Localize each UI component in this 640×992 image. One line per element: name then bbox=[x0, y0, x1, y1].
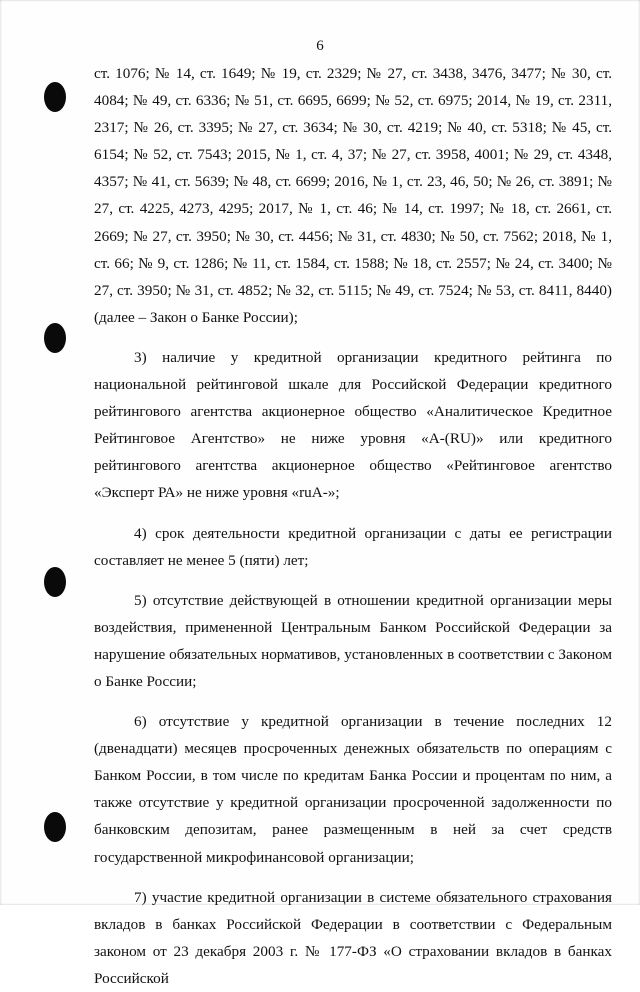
paragraph-item-5: 5) отсутствие действующей в отношении кредитной организации меры воздействия, примененной Центральным Банком Российской Федерации за нарушение обязательных нормативов, установленных в соответствии с Законом о Банке России; bbox=[94, 591, 612, 690]
paragraph-law-citations: ст. 1076; № 14, ст. 1649; № 19, ст. 2329; № 27, ст. 3438, 3476, 3477; № 30, ст. 4084; № 49, ст. 6336; № 51, ст. 6695, 6699; № 52, ст. 6975; 2014, № 19, ст. 2311, 2317; № 26, ст. 3395; № 27, ст. 3634; № 30, ст. 4219; № 40, ст. 5318; № 45, ст. 6154; № 52, ст. 7543; 2015, № 1, ст. 4, 37; № 27, ст. 3958, 4001; № 29, ст. 4348, 4357; № 41, ст. 5639; № 48, ст. 6699; 2016, № 1, ст. 23, 46, 50; № 26, ст. 3891; № 27, ст. 4225, 4273, 4295; 2017, № 1, ст. 46; № 14, ст. 1997; № 18, ст. 2661, ст. 2669; № 27, ст. 3950; № 30, ст. 4456; № 31, ст. 4830; № 50, ст. 7562; 2018, № 1, ст. 66; № 9, ст. 1286; № 11, ст. 1584, ст. 1588; № 18, ст. 2557; № 24, ст. 3400; № 27, ст. 3950; № 31, ст. 4852; № 32, ст. 5115; № 49, ст. 7524; № 53, ст. 8411, 8440) (далее – Закон о Банке России); bbox=[94, 65, 612, 326]
punch-hole-mark bbox=[44, 812, 66, 842]
document-body bbox=[94, 60, 612, 992]
page-number: 6 bbox=[316, 38, 324, 54]
punch-hole-mark bbox=[44, 323, 66, 353]
paragraph-item-6: 6) отсутствие у кредитной организации в течение последних 12 (двенадцати) месяцев просроченных денежных обязательств по операциям с Банком России, в том числе по кредитам Банка России и процентам по ним, а также отсутствие у кредитной организации просроченной задолженности по банковским депозитам, ранее размещенным в ней за счет средств государственной микрофинансовой организации; bbox=[94, 713, 612, 866]
punch-hole-mark bbox=[44, 82, 66, 112]
punch-hole-mark bbox=[44, 567, 66, 597]
paragraph-item-4: 4) срок деятельности кредитной организации с даты ее регистрации составляет не менее 5 (пяти) лет; bbox=[94, 524, 612, 569]
paragraph-item-7: 7) участие кредитной организации в системе обязательного страхования вкладов в банках Российской Федерации в соответствии с Федеральным законом от 23 декабря 2003 г. № 177-ФЗ «О страховании вкладов в банках Российской bbox=[94, 888, 612, 987]
paragraph-item-3: 3) наличие у кредитной организации кредитного рейтинга по национальной рейтинговой шкале для Российской Федерации кредитного рейтингового агентства акционерное общество «Аналитическое Кредитное Рейтинговое Агентство» не ниже уровня «A-(RU)» или кредитного рейтингового агентства акционерное общество «Рейтинговое агентство «Эксперт РА» не ниже уровня «ruA-»; bbox=[94, 348, 612, 502]
